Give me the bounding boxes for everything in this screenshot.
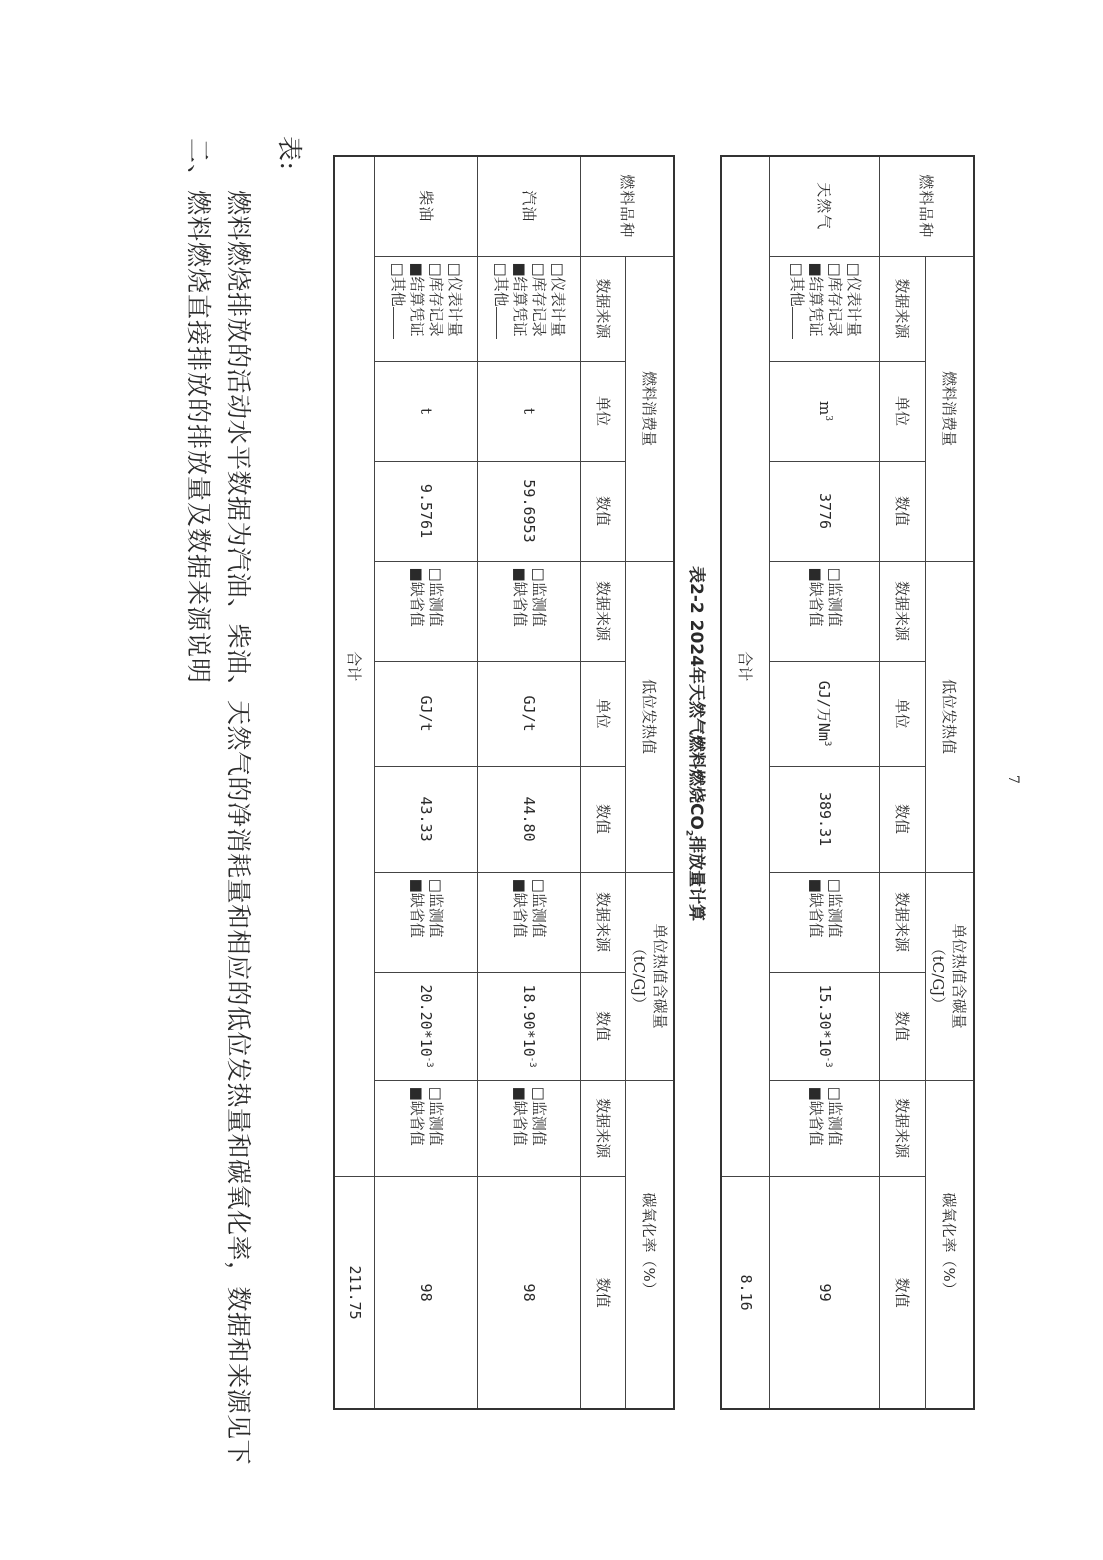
carbon-content-source-checkboxes — [478, 872, 581, 972]
fuel-name: 汽油 — [478, 156, 581, 256]
header-carbon-content — [925, 872, 974, 1080]
header-ncv: 低位发热值 — [626, 561, 674, 872]
checkbox-settlement: ■结算凭证 — [408, 262, 427, 337]
header-fuel-type: 燃料品种 — [880, 156, 974, 256]
ncv-value: 389.31 — [770, 766, 880, 872]
checkbox-inventory: □库存记录 — [825, 262, 844, 337]
ncv-value: 43.33 — [375, 766, 478, 872]
checkbox-settlement: ■结算凭证 — [511, 262, 530, 337]
checkbox-settlement: ■结算凭证 — [806, 262, 825, 337]
header-carbon-content-label: 单位热值含碳量 — [650, 923, 669, 1029]
carbon-content-source-checkboxes — [770, 872, 880, 972]
subheader-source: 数据来源 — [581, 256, 626, 361]
checkbox-monitored: □监测值 — [427, 878, 446, 938]
consumption-value: 9.5761 — [375, 461, 478, 561]
checkbox-default: ■缺省值 — [408, 1086, 427, 1146]
header-carbon-content-unit: （tC/GJ） — [629, 940, 648, 1012]
consumption-unit: t — [375, 361, 478, 461]
ncv-source-checkboxes — [375, 561, 478, 661]
ncv-value: 44.80 — [478, 766, 581, 872]
total-value: 211.75 — [334, 1176, 375, 1409]
paragraph-line-2: 表: — [275, 136, 304, 171]
consumption-unit: t — [478, 361, 581, 461]
checkbox-meter: □仪表计量 — [844, 262, 863, 337]
header-oxidation: 碳氧化率（%） — [925, 1080, 974, 1409]
subheader-unit: 单位 — [880, 661, 926, 766]
checkbox-other: □其他 — [492, 257, 511, 361]
checkbox-default: ■缺省值 — [511, 878, 530, 938]
header-oxidation: 碳氧化率（%） — [626, 1080, 674, 1409]
subheader-source: 数据来源 — [880, 872, 926, 972]
total-value: 8.16 — [721, 1176, 770, 1409]
total-row — [721, 156, 770, 1409]
fuel-name: 柴油 — [375, 156, 478, 256]
checkbox-monitored: □监测值 — [530, 878, 549, 938]
total-label: 合计 — [721, 156, 770, 1176]
subheader-value: 数值 — [581, 972, 626, 1080]
checkbox-default: ■缺省值 — [806, 1086, 825, 1146]
checkbox-default: ■缺省值 — [408, 567, 427, 627]
checkbox-default: ■缺省值 — [408, 878, 427, 938]
subheader-value: 数值 — [880, 1176, 926, 1409]
checkbox-meter: □仪表计量 — [446, 262, 465, 337]
oxidation-source-checkboxes — [770, 1080, 880, 1176]
table-row — [478, 156, 581, 1409]
ncv-source-checkboxes — [478, 561, 581, 661]
subheader-unit: 单位 — [880, 361, 926, 461]
table-row — [770, 156, 880, 1409]
checkbox-monitored: □监测值 — [825, 878, 844, 938]
subheader-value: 数值 — [581, 766, 626, 872]
checkbox-inventory: □库存记录 — [530, 262, 549, 337]
subheader-source: 数据来源 — [581, 1080, 626, 1176]
header-consumption: 燃料消费量 — [925, 256, 974, 561]
checkbox-inventory: □库存记录 — [427, 262, 446, 337]
header-fuel-type: 燃料品种 — [581, 156, 674, 256]
header-carbon-content-label: 单位热值含碳量 — [950, 923, 969, 1029]
subheader-source: 数据来源 — [581, 561, 626, 661]
checkbox-default: ■缺省值 — [511, 567, 530, 627]
consumption-value: 59.6953 — [478, 461, 581, 561]
checkbox-other: □其他 — [787, 257, 806, 361]
subheader-unit: 单位 — [581, 661, 626, 766]
subheader-source: 数据来源 — [880, 561, 926, 661]
fuel-name: 天然气 — [770, 156, 880, 256]
subheader-value: 数值 — [581, 1176, 626, 1409]
checkbox-monitored: □监测值 — [530, 1086, 549, 1146]
oxidation-source-checkboxes — [375, 1080, 478, 1176]
carbon-content-value: $15.30*10^{-3}$ — [770, 972, 880, 1080]
checkbox-monitored: □监测值 — [427, 1086, 446, 1146]
paragraph-line-1: 燃料燃烧排放的活动水平数据为汽油、柴油、天然气的净消耗量和相应的低位发热量和碳氧化率，数据和来源见下 — [224, 190, 253, 1466]
subheader-value: 数值 — [880, 766, 926, 872]
subheader-value: 数值 — [880, 461, 926, 561]
checkbox-monitored: □监测值 — [427, 567, 446, 627]
header-carbon-content — [626, 872, 674, 1080]
oxidation-source-checkboxes — [478, 1080, 581, 1176]
checkbox-default: ■缺省值 — [511, 1086, 530, 1146]
subheader-source: 数据来源 — [581, 872, 626, 972]
checkbox-monitored: □监测值 — [530, 567, 549, 627]
consumption-source-checkboxes — [478, 256, 581, 361]
total-label: 合计 — [334, 156, 375, 1176]
oxidation-value: 98 — [375, 1176, 478, 1409]
header-carbon-content-unit: （tC/GJ） — [929, 940, 948, 1012]
subheader-value: 数值 — [880, 972, 926, 1080]
checkbox-monitored: □监测值 — [825, 1086, 844, 1146]
page-number: 7 — [1005, 775, 1021, 784]
carbon-content-value: $20.20*10^{-3}$ — [375, 972, 478, 1080]
total-row — [334, 156, 375, 1409]
consumption-value: 3776 — [770, 461, 880, 561]
ncv-source-checkboxes — [770, 561, 880, 661]
table-2-2-caption: 表2-2 2024年天然气燃料燃烧$CO_2$排放量计算 — [683, 566, 706, 922]
oxidation-value: 98 — [478, 1176, 581, 1409]
header-consumption: 燃料消费量 — [626, 256, 674, 561]
subheader-source: 数据来源 — [880, 1080, 926, 1176]
header-ncv: 低位发热值 — [925, 561, 974, 872]
carbon-content-source-checkboxes — [375, 872, 478, 972]
ncv-unit: GJ/t — [478, 661, 581, 766]
carbon-content-value: $18.90*10^{-3}$ — [478, 972, 581, 1080]
subheader-source: 数据来源 — [880, 256, 926, 361]
checkbox-default: ■缺省值 — [806, 878, 825, 938]
checkbox-monitored: □监测值 — [825, 567, 844, 627]
table-row — [375, 156, 478, 1409]
table-2-2 — [720, 155, 975, 1410]
subheader-value: 数值 — [581, 461, 626, 561]
section-heading: 二、燃料燃烧直接排放的排放量及数据来源说明 — [184, 138, 213, 685]
checkbox-default: ■缺省值 — [806, 567, 825, 627]
ncv-unit: GJ/万Nm$^3$ — [770, 661, 880, 766]
ncv-unit: GJ/t — [375, 661, 478, 766]
checkbox-other: □其他 — [389, 257, 408, 361]
subheader-unit: 单位 — [581, 361, 626, 461]
checkbox-meter: □仪表计量 — [549, 262, 568, 337]
table-2-1 — [333, 155, 675, 1410]
consumption-source-checkboxes — [770, 256, 880, 361]
oxidation-value: 99 — [770, 1176, 880, 1409]
consumption-source-checkboxes — [375, 256, 478, 361]
consumption-unit: $m^3$ — [770, 361, 880, 461]
